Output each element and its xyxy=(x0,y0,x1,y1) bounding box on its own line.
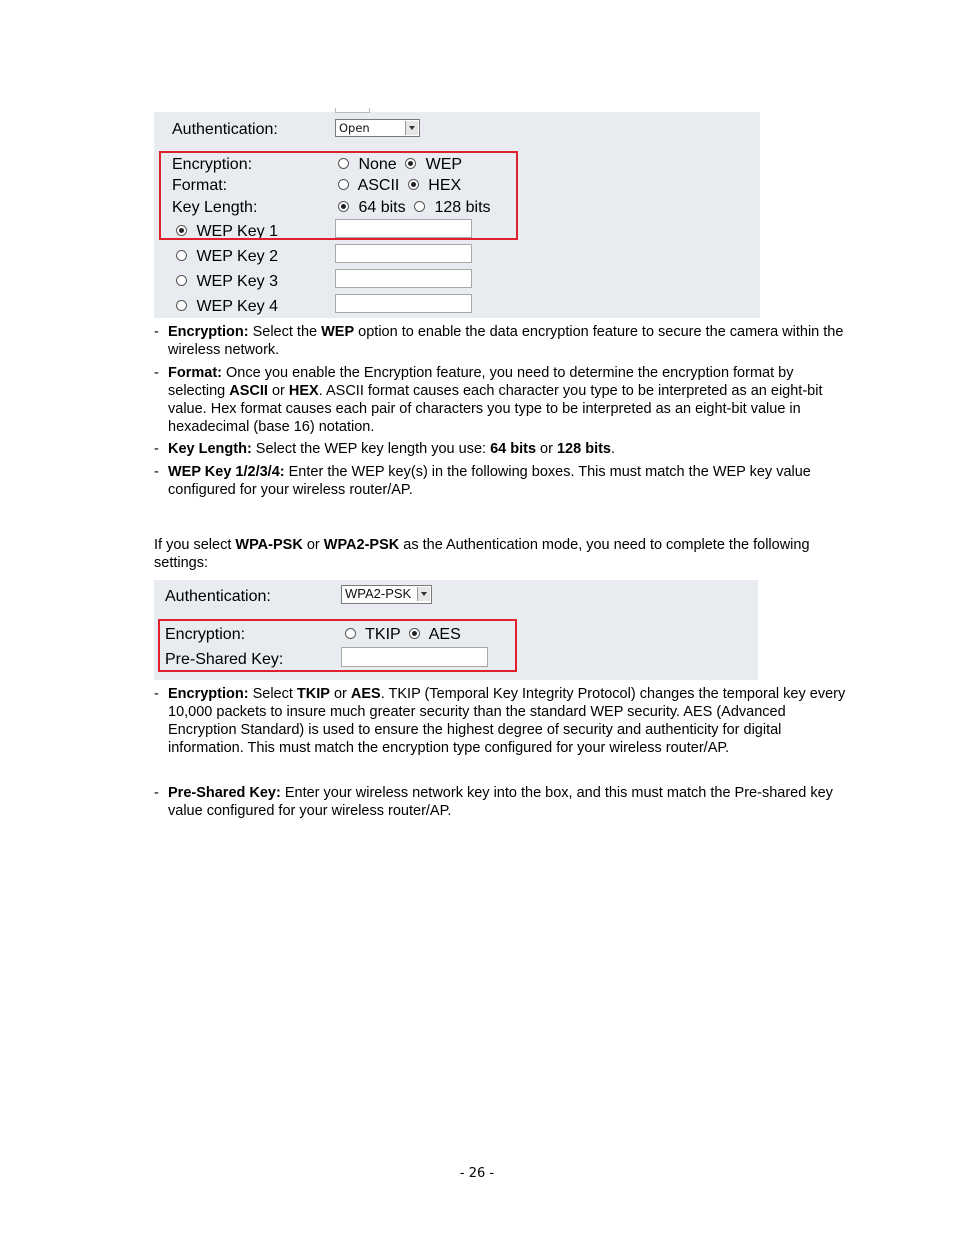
emphasis: TKIP xyxy=(296,686,330,702)
key-length-label: Key Length: xyxy=(172,199,258,216)
wep-key-3-input[interactable] xyxy=(335,269,472,288)
bullet-dash: - xyxy=(154,686,159,702)
panel-top-edge xyxy=(335,108,370,113)
term: Key Length: xyxy=(168,441,252,457)
radio-128-bits-label: 128 bits xyxy=(434,199,491,216)
radio-hex-label: HEX xyxy=(428,177,462,194)
bullet-encryption-wep xyxy=(154,323,854,359)
radio-64-bits-label: 64 bits xyxy=(358,199,406,216)
text: . xyxy=(610,441,616,457)
wep-key-2-label: WEP Key 2 xyxy=(196,248,278,265)
text: or xyxy=(267,383,289,399)
bullet-dash: - xyxy=(154,324,159,340)
authentication-select-value: Open xyxy=(339,121,370,135)
bullet-dash: - xyxy=(154,365,159,381)
wep-highlight-box xyxy=(159,151,518,240)
term: Pre-Shared Key: xyxy=(168,785,281,801)
wpa-highlight-box xyxy=(158,619,517,672)
format-label: Format: xyxy=(172,177,228,194)
bullet-key-length xyxy=(154,440,854,458)
radio-wep-key-4[interactable] xyxy=(176,300,187,311)
authentication-label: Authentication: xyxy=(172,121,278,138)
emphasis: WPA2-PSK xyxy=(323,537,400,553)
bullet-pre-shared-key xyxy=(154,784,854,820)
emphasis: WPA-PSK xyxy=(235,537,303,553)
text: Enter your wireless network key into the box, and this must match the Pre-shared key value configured for your wireless router/AP. xyxy=(168,785,833,819)
term: Encryption: xyxy=(168,324,249,340)
text: Select the xyxy=(248,324,322,340)
encryption-label: Encryption: xyxy=(172,156,253,173)
wpa-authentication-label: Authentication: xyxy=(165,588,271,605)
radio-wep-label: WEP xyxy=(425,156,463,173)
emphasis: 128 bits xyxy=(556,441,611,457)
wep-key-2-option xyxy=(176,248,278,266)
wep-key-4-label: WEP Key 4 xyxy=(196,298,278,315)
wep-key-2-input[interactable] xyxy=(335,244,472,263)
emphasis: HEX xyxy=(288,383,319,399)
wep-key-4-input[interactable] xyxy=(335,294,472,313)
radio-aes-label: AES xyxy=(428,626,461,643)
emphasis: AES xyxy=(350,686,381,702)
bullet-dash: - xyxy=(154,785,159,801)
bullet-format xyxy=(154,364,854,436)
text: . TKIP (Temporal Key Integrity Protocol) changes the temporal key every 10,000 packets to insure much greater security than the standard WEP security. AES (Advanced Encryption Standard) is used to ensure the highest degree of security and authenticity for digital information. This must match the encryption type configured for your wireless router/AP. xyxy=(168,686,846,756)
emphasis: ASCII xyxy=(229,383,268,399)
bullet-dash: - xyxy=(154,464,159,480)
bullet-dash: - xyxy=(154,441,159,457)
text: . ASCII format causes each character you type to be interpreted as an eight-bit value. Hex format causes each pair of characters you type to be interpreted as an eight-bit value in hexadecimal (base 16) notation. xyxy=(168,383,823,435)
radio-wep-key-2[interactable] xyxy=(176,250,187,261)
wpa-intro-paragraph xyxy=(154,536,854,572)
wpa-encryption-label: Encryption: xyxy=(165,626,246,643)
text: or xyxy=(302,537,324,553)
text: Select xyxy=(248,686,297,702)
emphasis: 64 bits xyxy=(490,441,537,457)
radio-wep-key-3[interactable] xyxy=(176,275,187,286)
wep-key-4-option xyxy=(176,298,278,316)
text: Select the WEP key length you use: xyxy=(251,441,491,457)
radio-none-label: None xyxy=(358,156,397,173)
text: or xyxy=(329,686,351,702)
term: Encryption: xyxy=(168,686,249,702)
page-number: - 26 - xyxy=(459,1166,495,1181)
wep-key-1-label: WEP Key 1 xyxy=(196,223,278,240)
emphasis: WEP xyxy=(321,324,355,340)
text: If you select xyxy=(154,537,236,553)
text: Enter the WEP key(s) in the following boxes. This must match the WEP key value configured for your wireless router/AP. xyxy=(168,464,811,498)
wpa-authentication-select[interactable] xyxy=(341,585,432,604)
term: WEP Key 1/2/3/4: xyxy=(168,464,285,480)
wep-key-3-option xyxy=(176,273,278,291)
radio-tkip-label: TKIP xyxy=(365,626,401,643)
text: Once you enable the Encryption feature, you need to determine the encryption format by selecting xyxy=(168,365,794,399)
chevron-down-icon[interactable] xyxy=(417,587,430,601)
text: as the Authentication mode, you need to complete the following settings: xyxy=(154,537,810,571)
authentication-select[interactable] xyxy=(335,119,420,137)
bullet-encryption-wpa xyxy=(154,685,854,757)
text: or xyxy=(536,441,557,457)
chevron-down-icon[interactable] xyxy=(405,121,418,135)
pre-shared-key-label: Pre-Shared Key: xyxy=(165,651,284,668)
text: option to enable the data encryption feature to secure the camera within the wireless network. xyxy=(168,324,844,358)
wpa-authentication-select-value: WPA2-PSK xyxy=(345,586,412,601)
radio-ascii-label: ASCII xyxy=(357,177,400,194)
term: Format: xyxy=(168,365,222,381)
wep-key-3-label: WEP Key 3 xyxy=(196,273,278,290)
bullet-wep-key xyxy=(154,463,854,499)
